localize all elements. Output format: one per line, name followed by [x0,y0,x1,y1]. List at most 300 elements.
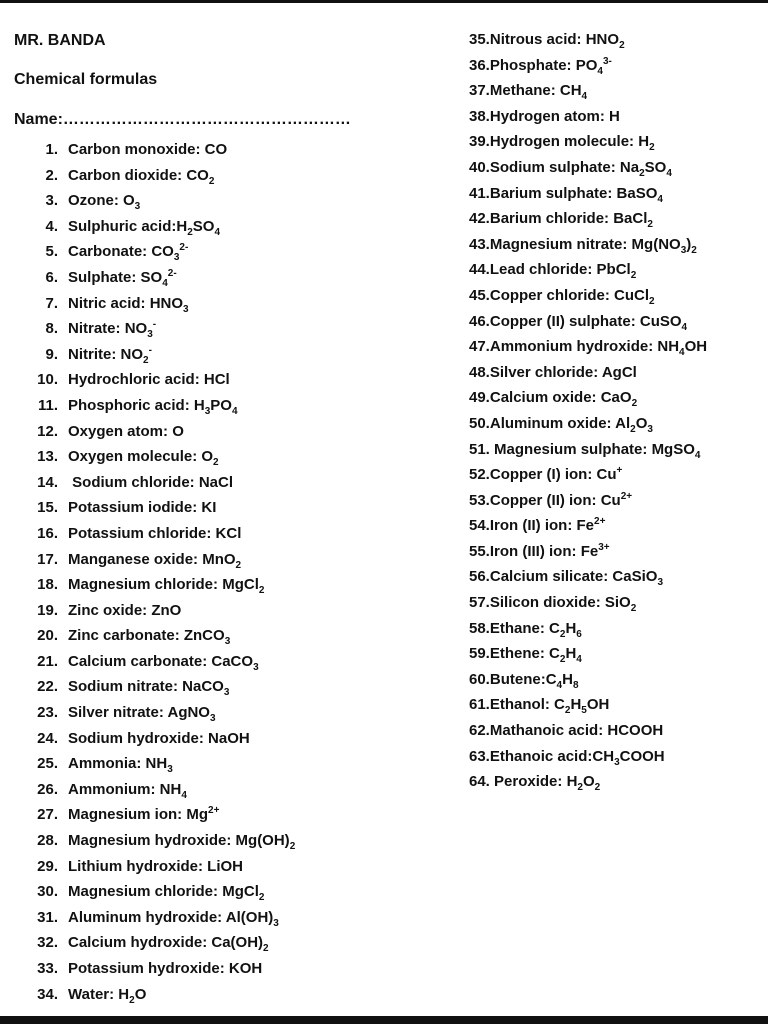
chemical-formula: $NH_4$ [159,780,187,801]
item-number: 10. [37,371,58,389]
compound-name: Copper (I) ion: [489,466,597,484]
compound-name: Iron (III) ion: [489,542,581,560]
compound-name: Nitrite: [68,345,121,363]
formula-item [14,934,434,960]
subscript: 2 [691,244,697,256]
chemical-formula: HCOOH [607,722,664,740]
item-number: 38. [469,107,490,125]
item-number: 26. [37,780,58,798]
item-number: 48. [469,363,490,381]
chemical-formula: $Mg(OH)_2$ [235,832,296,853]
formula-item [469,287,768,313]
compound-name: Oxygen molecule: [68,448,202,466]
subscript: 2 [639,167,645,179]
formula-item [14,627,434,653]
subscript: 2 [559,628,566,640]
item-number: 36. [469,56,490,74]
compound-name: Oxygen atom: [68,422,173,440]
formula-item [14,653,434,679]
chemical-formula: BaCl$_2$ [613,210,653,231]
chemical-formula: $SO_4^{2-}$ [140,267,177,289]
formula-item [14,423,434,449]
subscript: 4 [556,679,563,691]
superscript: 2+ [620,490,633,502]
subscript: 2 [263,943,269,955]
item-number: 52. [469,466,490,484]
chemical-formula: $CO_3^{2-}$ [151,242,189,264]
compound-name: Potassium iodide: [68,499,202,517]
item-number: 57. [469,594,490,612]
chemical-formula: ZnCO$_3$ [183,627,231,648]
item-number: 58. [469,619,490,637]
item-number: 14. [37,473,58,491]
superscript: - [148,344,152,356]
chemical-formula: $C_4H_8$ [545,670,579,691]
formula-item [14,755,434,781]
chemical-formula: $Ca(OH)_2$ [211,934,269,955]
chemical-formula: $CH_4$ [559,82,588,103]
formula-item [14,551,434,577]
compound-name: Ethanoic acid: [489,747,593,765]
chemical-formula: $O_3$ [123,192,141,213]
item-number: 54. [469,517,490,535]
compound-name: Carbon dioxide: [68,166,187,184]
compound-name: Nitrous acid: [489,31,586,48]
chemical-formula: $O_2$ [201,448,219,469]
item-number: 45. [469,286,490,304]
formula-item [14,167,434,193]
chemical-formula: CuSO$_4$ [639,312,688,333]
subscript: 5 [581,705,587,717]
compound-name: Potassium chloride: [68,524,216,542]
subscript: 3 [209,713,216,725]
subscript: 2 [143,354,149,366]
subscript: 8 [572,679,579,691]
subscript: 3 [204,405,211,417]
chemical-formula: AgCl [601,363,637,381]
superscript: 3+ [598,541,610,553]
compound-name: Sulphate: [68,268,141,286]
item-number: 63. [469,747,490,765]
formula-item [469,466,768,492]
compound-name: Butene: [489,670,546,688]
top-rule [0,0,768,3]
chemical-formula: $H_2SO_4$ [176,217,221,238]
item-number: 55. [469,542,490,560]
compound-name: Carbon monoxide: [68,141,205,158]
compound-name: Sodium nitrate: [68,678,183,696]
item-number: 27. [37,806,58,824]
item-number: 23. [37,704,58,722]
subscript: 4 [597,65,603,77]
item-number: 22. [37,678,58,696]
item-number: 28. [37,832,58,850]
compound-name: Magnesium chloride: [68,576,223,594]
superscript: 2+ [208,805,220,817]
chemical-formula: KCl [215,524,242,542]
item-number: 8. [45,320,58,338]
compound-name: Copper chloride: [489,286,615,304]
compound-name: Copper (II) ion: [489,491,601,509]
subscript: 2 [649,142,655,154]
item-number: 25. [37,755,58,773]
item-number: 56. [469,568,490,586]
compound-name: Magnesium chloride: [68,883,223,901]
chemical-formula: SiO$_2$ [604,594,637,615]
item-number: 40. [469,158,490,176]
item-number: 6. [45,268,58,286]
chemical-formula: $CO_2$ [186,166,215,187]
compound-name: Ammonium hydroxide: [489,338,658,356]
compound-name: Barium sulphate: [489,184,617,202]
formula-item [469,568,768,594]
compound-name: Aluminum oxide: [489,414,616,432]
item-number: 32. [37,934,58,952]
item-number: 59. [469,645,490,663]
chemical-formula: $H_2$ [638,133,655,154]
item-number: 64. [469,773,490,791]
chemical-formula: $NH_3$ [145,755,173,776]
item-number: 50. [469,414,490,432]
subscript: 4 [666,167,672,179]
formula-item [469,594,768,620]
formula-item [14,346,434,372]
formula-item [14,909,434,935]
compound-name: Nitric acid: [68,294,150,312]
compound-name: Hydrogen molecule: [489,133,639,151]
chemical-formula: MnO$_2$ [202,550,242,571]
subscript: 2 [594,782,601,794]
formula-list-right [469,31,768,799]
formula-item [469,108,768,134]
subscript: 2 [187,226,193,238]
chemical-formula: AgNO$_3$ [167,704,216,725]
compound-name: Ammonium: [68,780,160,798]
worksheet-header [14,32,434,129]
compound-name: Calcium silicate: [489,568,613,586]
subscript: 3 [224,636,231,648]
chemical-formula: $C_2H_4$ [549,645,582,666]
item-number: 7. [45,294,58,312]
item-number: 35. [469,31,490,48]
compound-name: Sodium sulphate: [489,158,620,176]
formula-item [469,82,768,108]
formula-item [14,858,434,884]
formula-item [469,748,768,774]
item-number: 19. [37,601,58,619]
superscript: 2- [167,267,177,279]
subscript: 3 [167,764,173,776]
superscript: + [616,465,623,477]
compound-name: Ethene: [489,645,550,663]
subscript: 2 [630,270,637,282]
superscript: 2- [179,242,189,254]
chemical-formula: CO [204,141,228,158]
chemical-formula: $Cu^{2+}$ [600,490,633,509]
item-number: 51. [469,440,490,458]
formula-item [14,474,434,500]
formula-item [14,960,434,986]
item-number: 5. [45,243,58,261]
formula-item [469,31,768,57]
subscript: 2 [235,559,242,571]
item-number: 2. [45,166,58,184]
chemical-formula: ZnO [151,601,182,619]
chemical-formula: BaSO$_4$ [616,184,663,205]
subscript: 3 [134,201,141,213]
chemical-formula: $C_2H_5OH$ [554,696,610,717]
formula-item [14,320,434,346]
compound-name: Carbonate: [68,243,152,261]
subscript: 4 [231,405,238,417]
compound-name: Ozone: [68,192,123,210]
chemical-formula: PbCl$_2$ [596,261,637,282]
chemical-formula: $PO_4^{3-}$ [575,55,612,77]
formula-item [14,730,434,756]
item-number: 37. [469,82,490,100]
chemical-formula: KI [201,499,217,517]
item-number: 33. [37,960,58,977]
item-number: 60. [469,670,490,688]
formula-item [469,57,768,83]
subscript: 4 [681,321,688,333]
item-number: 44. [469,261,490,279]
subscript: 2 [577,782,583,794]
subscript: 4 [214,226,221,238]
formula-item [469,645,768,671]
item-number: 31. [37,908,58,926]
subscript: 2 [564,705,571,717]
formula-item [14,576,434,602]
compound-name: Zinc oxide: [68,601,152,619]
chemical-formula: $NH_4OH$ [657,338,708,359]
subscript: 4 [657,193,663,205]
compound-name: Magnesium sulphate: [489,440,652,458]
compound-name: Calcium carbonate: [68,652,212,670]
item-number: 3. [45,192,58,210]
subscript: 3 [147,329,153,341]
superscript: - [152,319,157,331]
subscript: 2 [649,295,655,307]
formula-item [14,295,434,321]
compound-name: Lithium hydroxide: [68,857,208,875]
worksheet-title: Chemical formulas [14,71,158,89]
compound-name: Calcium hydroxide: [68,934,212,952]
formula-item [469,773,768,799]
compound-name: Silicon dioxide: [489,594,605,612]
chemical-formula: $NO_2^-$ [120,344,152,366]
item-number: 47. [469,338,490,356]
item-number: 13. [37,448,58,466]
item-number: 30. [37,883,58,901]
formula-item [14,602,434,628]
chemical-formula: CaO$_2$ [600,389,638,410]
item-number: 29. [37,857,58,875]
item-number: 1. [45,141,58,158]
item-number: 42. [469,210,490,228]
chemical-formula: MgCl$_2$ [222,883,265,904]
compound-name: Sulphuric acid: [68,217,177,235]
subscript: 3 [614,756,620,768]
subscript: 4 [162,277,168,289]
compound-name: Mathanoic acid: [489,722,608,740]
subscript: 4 [576,654,582,666]
compound-name: Aluminum hydroxide: [68,908,226,926]
subscript: 2 [619,40,625,51]
compound-name: Iron (II) ion: [489,517,577,535]
chemical-formula: $HNO_2$ [585,31,625,51]
formula-item [14,269,434,295]
chemical-formula: NaCO$_3$ [182,678,230,699]
item-number: 17. [37,550,58,568]
item-number: 43. [469,235,490,253]
subscript: 2 [630,423,636,435]
chemical-formula: $Na_2SO_4$ [619,158,672,179]
chemical-formula: NaOH [208,729,250,747]
item-number: 11. [37,396,58,414]
compound-name: Magnesium ion: [68,806,187,824]
compound-name: Copper (II) sulphate: [489,312,640,330]
item-number: 53. [469,491,490,509]
compound-name: Zinc carbonate: [68,627,184,645]
chemical-formula: O [172,422,184,440]
chemical-formula: $H_2O$ [118,985,147,1006]
formula-item [469,133,768,159]
chemical-formula: MgSO$_4$ [651,440,701,461]
chemical-formula: $C_2H_6$ [549,619,582,640]
item-number: 46. [469,312,490,330]
compound-name: Phosphate: [489,56,576,74]
chemical-formula: $Mg^{2+}$ [186,805,220,824]
formula-item [469,389,768,415]
chemical-formula: NaCl [198,473,234,491]
subscript: 6 [576,628,582,640]
compound-name: Lead chloride: [489,261,597,279]
formula-item [14,525,434,551]
formula-item [14,986,434,1012]
item-number: 24. [37,729,58,747]
superscript: 3- [602,55,612,67]
chemical-formula: $NO_3^-$ [124,319,157,341]
compound-name: Sodium chloride: [68,473,199,491]
chemical-formula: $Al(OH)_3$ [225,908,279,929]
formula-item [469,671,768,697]
item-number: 34. [37,985,58,1003]
formula-item [469,517,768,543]
compound-name: Barium chloride: [489,210,614,228]
item-number: 4. [45,217,58,235]
student-name-field: Name:……………………………………………… [14,110,351,128]
item-number: 62. [469,722,490,740]
item-number: 61. [469,696,490,714]
chemical-formula: $H_2O_2$ [566,773,601,794]
subscript: 4 [679,347,685,359]
formula-item [14,704,434,730]
formula-item [469,185,768,211]
item-number: 18. [37,576,58,594]
subscript: 4 [581,91,588,103]
formula-item [469,210,768,236]
chemical-formula: $CH_3COOH$ [592,747,665,768]
formula-item [469,313,768,339]
chemical-formula: $H_3PO_4$ [193,396,238,417]
item-number: 20. [37,627,58,645]
chemical-formula: HCl [203,371,230,389]
item-number: 12. [37,422,58,440]
compound-name: Sodium hydroxide: [68,729,209,747]
formula-list-left [14,141,434,1011]
formula-item [469,441,768,467]
subscript: 3 [273,917,279,929]
subscript: 3 [647,423,653,435]
subscript: 2 [129,994,135,1006]
subscript: 2 [208,175,215,187]
formula-item [14,806,434,832]
subscript: 3 [183,303,189,315]
compound-name: Methane: [489,82,560,100]
item-number: 16. [37,524,58,542]
formula-item [469,236,768,262]
teacher-name: MR. BANDA [14,32,106,49]
compound-name: Hydrochloric acid: [68,371,204,389]
subscript: 2 [289,841,296,853]
subscript: 3 [680,244,687,256]
formula-item [469,492,768,518]
compound-name: Peroxide: [489,773,567,791]
formula-item [14,781,434,807]
compound-name: Ammonia: [68,755,146,773]
chemical-formula: $Fe^{2+}$ [576,516,606,535]
bottom-rule [0,1016,768,1024]
formula-item [14,678,434,704]
item-number: 39. [469,133,490,151]
formula-item [469,620,768,646]
formula-item [14,141,434,167]
formula-item [14,371,434,397]
compound-name: Silver nitrate: [68,704,168,722]
compound-name: Silver chloride: [489,363,602,381]
chemical-formula: $Mg(NO_3)_2$ [631,235,697,256]
compound-name: Potassium hydroxide: [68,960,229,977]
chemical-formula: MgCl$_2$ [222,576,265,597]
item-number: 49. [469,389,490,407]
subscript: 3 [657,577,663,589]
subscript: 2 [213,457,219,469]
subscript: 2 [631,398,638,410]
compound-name: Magnesium nitrate: [489,235,632,253]
chemical-formula: LiOH [207,857,244,875]
subscript: 3 [223,687,230,699]
chemical-formula: $Fe^{3+}$ [580,541,610,560]
formula-item [14,192,434,218]
item-number: 15. [37,499,58,517]
formula-item [469,722,768,748]
formula-item [469,159,768,185]
subscript: 2 [559,654,566,666]
formula-item [469,261,768,287]
subscript: 2 [258,585,265,597]
formula-item [14,243,434,269]
chemical-formula: Cu+ [596,465,623,484]
subscript: 4 [181,789,187,801]
item-number: 21. [37,652,58,670]
formula-item [469,338,768,364]
subscript: 2 [630,603,637,615]
formula-item [14,397,434,423]
subscript: 2 [647,219,653,231]
compound-name: Nitrate: [68,320,125,338]
formula-item [469,364,768,390]
